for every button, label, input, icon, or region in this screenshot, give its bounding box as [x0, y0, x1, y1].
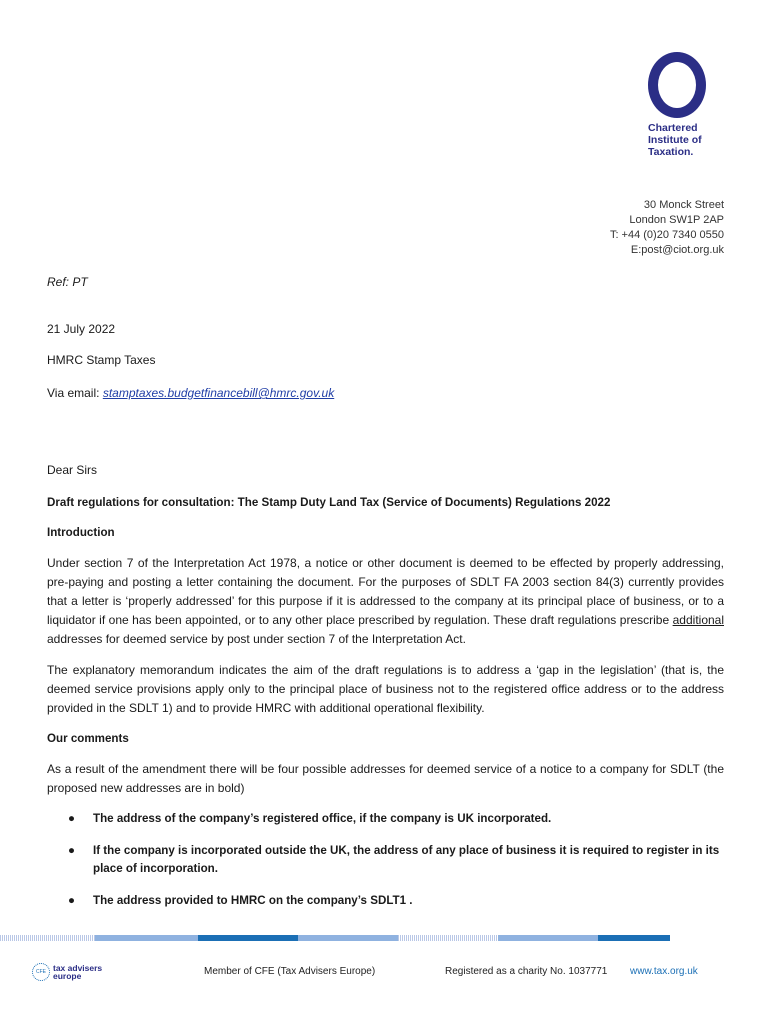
memorandum-paragraph: The explanatory memorandum indicates the aim of the draft regulations is to address a ‘gap in the legislation’ (that is, the deemed service provisions apply only to the principal place of business not to the registered office address or to the address provided in the SDLT 1) and to provide HMRC with additional operational flexibility.: [47, 663, 724, 715]
cfe-logo-text: [53, 964, 102, 980]
address-street: 30 Monck Street: [643, 199, 724, 211]
salutation: Dear Sirs: [47, 463, 98, 477]
address-phone: T: +44 (0)20 7340 0550: [609, 229, 724, 241]
list-item-text: The address of the company’s registered office, if the company is UK incorporated.: [93, 812, 552, 825]
para1-text-end: addresses for deemed service by post under section 7 of the Interpretation Act.: [47, 632, 466, 646]
list-item: [66, 842, 726, 878]
footer-member: Member of CFE (Tax Advisers Europe): [204, 966, 376, 977]
footer-charity: Registered as a charity No. 1037771: [445, 966, 608, 977]
logo-line: Chartered: [648, 122, 698, 134]
sender-address: [610, 198, 724, 258]
address-city: London SW1P 2AP: [629, 214, 724, 226]
comments-paragraph: As a result of the amendment there will be four possible addresses for deemed service of a notice to a company for SDLT (the proposed new addresses are in bold): [47, 762, 724, 795]
address-list: [66, 810, 726, 924]
subject-line: Draft regulations for consultation: The Stamp Duty Land Tax (Service of Documents) Regulations 2022: [47, 496, 611, 509]
introduction-heading: Introduction: [47, 526, 115, 539]
para1-text: Under section 7 of the Interpretation Act 1978, a notice or other document is deemed to be effected by properly addressing, pre-paying and posting a letter containing the document. For the purposes of SDLT FA 2003 section 84(3) currently provides that a letter is ‘properly addressed’ for this purpose if it is addressed to the company at its principal place of business, or to a liquidator if one has been appointed, or to any other place prescribed by regulation. These draft regulations prescribe: [47, 556, 724, 627]
cfe-logo: [32, 963, 102, 981]
via-email-line: [47, 384, 334, 403]
ciot-logo: [648, 52, 712, 158]
bullet-icon: ●: [68, 844, 76, 857]
list-item: [66, 810, 726, 828]
via-label: Via email:: [47, 386, 103, 400]
cfe-logo-line: europe: [53, 971, 82, 981]
recipient-email-link[interactable]: stamptaxes.budgetfinancebill@hmrc.gov.uk: [102, 386, 335, 400]
ciot-logo-ring: [648, 52, 706, 118]
list-item: [66, 892, 726, 910]
bullet-icon: ●: [68, 812, 76, 825]
footer-stripe: [0, 935, 770, 941]
logo-line: Institute of: [648, 134, 702, 146]
reference: Ref: PT: [47, 275, 88, 289]
recipient: HMRC Stamp Taxes: [47, 353, 156, 367]
comments-heading: Our comments: [47, 732, 129, 745]
ciot-logo-text: [648, 122, 712, 158]
bullet-icon: ●: [68, 894, 76, 907]
logo-line: Taxation.: [648, 146, 694, 158]
footer-website-link[interactable]: www.tax.org.uk: [630, 966, 698, 977]
cfe-logo-icon: CFE: [32, 963, 50, 981]
introduction-paragraph: [47, 554, 724, 649]
list-item-text: If the company is incorporated outside the UK, the address of any place of business it is required to register in its place of incorporation.: [93, 844, 720, 875]
cfe-logo-line: tax advisers: [53, 963, 103, 973]
list-item-text: The address provided to HMRC on the company’s SDLT1 .: [93, 894, 413, 907]
para1-underlined: additional: [672, 613, 724, 627]
letter-date: 21 July 2022: [47, 322, 116, 336]
address-email: E:post@ciot.org.uk: [630, 244, 724, 256]
